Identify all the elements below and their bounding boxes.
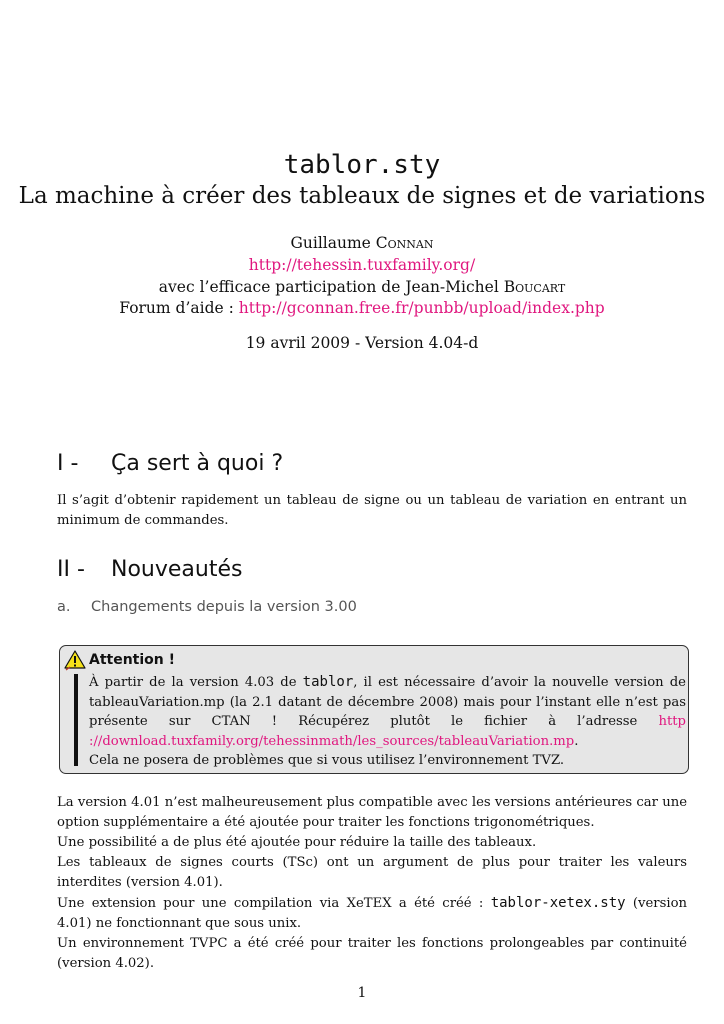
section-number-1: I - xyxy=(57,451,79,476)
changes-paragraph-4b: (version 4.01) ne fonctionnant que sous unix. xyxy=(57,896,688,931)
subsection-number: a. xyxy=(57,599,71,615)
author-first-name: Guillaume xyxy=(290,234,371,252)
section-heading-2 xyxy=(57,557,242,582)
document-date: 19 avril 2009 - Version 4.04-d xyxy=(245,334,479,352)
section-title-2: Nouveautés xyxy=(111,557,243,582)
attention-code: tablor xyxy=(302,674,354,690)
intro-paragraph: Il s’agit d’obtenir rapidement un tableau de signe ou un tableau de variation en entrant un minimum de commandes. xyxy=(57,493,687,528)
changes-paragraph-5: Un environnement TVPC a été créé pour traiter les fonctions prolongeables par continuité (version 4.02). xyxy=(57,936,687,971)
attention-url-link[interactable]: http ://download.tuxfamily.org/tehessinmath/les_sources/tableauVariation.mp xyxy=(89,714,686,749)
attention-body xyxy=(89,673,686,771)
changes-code: tablor-xetex.sty xyxy=(490,895,626,911)
section-number-2: II - xyxy=(57,557,85,582)
section-title-1: Ça sert à quoi ? xyxy=(111,451,284,476)
attention-text-2: , il est nécessaire d’avoir la nouvelle version de tableauVariation.mp (la 2.1 datant de décembre 2008) mais pour l’instant elle n’est pas présente sur CTAN ! Récupérez plutôt le fichier à l’adresse xyxy=(89,675,686,730)
changes-paragraph-4a: Une extension pour une compilation via XeTEX a été créé : xyxy=(57,896,484,911)
warning-icon xyxy=(64,649,86,671)
forum-line xyxy=(0,299,724,317)
subsection-title: Changements depuis la version 3.00 xyxy=(91,599,357,615)
attention-text-3: . xyxy=(574,733,579,749)
author-url-link[interactable]: http://tehessin.tuxfamily.org/ xyxy=(248,256,476,274)
author-last-name: Connan xyxy=(375,234,434,252)
author-url-line xyxy=(0,256,724,274)
document-title: tablor.sty xyxy=(283,150,441,180)
changes-paragraph-1: La version 4.01 n’est malheureusement plus compatible avec les versions antérieures car une option supplémentaire a été ajoutée pour traiter les fonctions trigonométriques. xyxy=(57,795,687,830)
attention-text-1: À partir de la version 4.03 de xyxy=(89,675,297,690)
attention-box xyxy=(59,645,689,774)
page-number: 1 xyxy=(357,985,367,1001)
attention-text-4: Cela ne posera de problèmes que si vous utilisez l’environnement TVZ. xyxy=(89,753,565,769)
attention-bar xyxy=(74,674,78,766)
changes-paragraph-2: Une possibilité a de plus été ajoutée pour réduire la taille des tableaux. xyxy=(57,835,537,850)
subsection-heading xyxy=(57,599,357,615)
author-line xyxy=(0,234,724,252)
collaborator-text: avec l’efficace participation de Jean-Michel xyxy=(158,278,499,296)
attention-heading: Attention ! xyxy=(89,652,176,668)
forum-url-link[interactable]: http://gconnan.free.fr/punbb/upload/index.php xyxy=(238,299,605,317)
collaborator-line xyxy=(0,278,724,296)
changes-paragraph-4 xyxy=(57,893,687,934)
changes-paragraph-3: Les tableaux de signes courts (TSc) ont un argument de plus pour traiter les valeurs interdites (version 4.01). xyxy=(57,855,687,890)
section-heading-1 xyxy=(57,451,283,476)
changes-block xyxy=(57,793,687,974)
collaborator-last-name: Boucart xyxy=(503,278,566,296)
document-subtitle: La machine à créer des tableaux de signes et de variations xyxy=(18,183,706,209)
forum-label: Forum d’aide : xyxy=(119,299,234,317)
